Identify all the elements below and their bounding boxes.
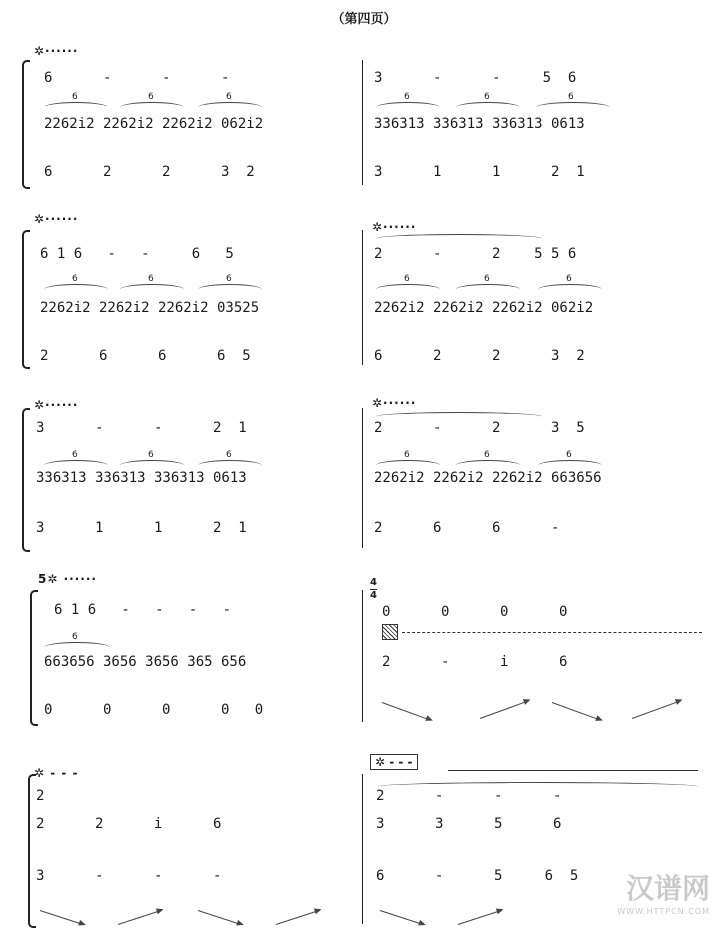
bass-line: 3 - - - [36,868,222,884]
bass-line: 6 2 2 3 2 [374,348,585,364]
slur [120,284,184,295]
chord-line: 2 - i 6 [382,654,568,670]
glissando-arrow-icon [380,910,424,925]
chord-line: 663656 3656 3656 365 656 [44,654,247,670]
slur [376,284,440,295]
continuation-line [448,770,698,771]
time-signature-denominator: 4 [370,590,377,601]
time-signature-numerator: 4 [370,577,377,588]
dashed-extension [402,632,702,633]
hatched-box-icon [382,624,398,640]
slur [456,102,520,113]
tuplet-number: 6 [404,274,410,284]
system-2 [0,210,728,370]
barline [362,408,363,548]
chord-line: 2262i2 2262i2 2262i2 062i2 [374,300,594,316]
bass-line: 3 1 1 2 1 [374,164,585,180]
tuplet-number: 6 [72,450,78,460]
tuplet-number: 6 [568,92,574,102]
barline [362,60,363,185]
tuplet-number: 6 [484,450,490,460]
tuplet-number: 6 [226,450,232,460]
bass-line: 2 6 6 6 5 [40,348,251,364]
melody-line: 2 - 2 3 5 [374,420,585,436]
chord-line: 336313 336313 336313 0613 [374,116,585,132]
glissando-arrow-icon [552,702,601,721]
system-brace [22,230,30,369]
chord-line: 336313 336313 336313 0613 [36,470,247,486]
melody-line: 2 - 2 5 5 6 [374,246,577,262]
barline [362,230,363,365]
chord-line: 2262i2 2262i2 2262i2 03525 [40,300,260,316]
chord-line: 2 2 i 6 [36,816,222,832]
system-brace [22,408,30,552]
system-brace [22,60,30,189]
tuplet-number: 6 [404,92,410,102]
glissando-arrow-icon [458,910,502,925]
slur [198,102,262,113]
site-watermark [617,867,710,916]
bass-line: 6 - 5 6 5 [376,868,579,884]
system-brace [28,774,36,928]
tie [376,234,542,243]
watermark-url: WWW.HTTPCN.COM [617,907,710,916]
glissando-arrow-icon [40,910,84,925]
glissando-arrow-icon [632,700,681,719]
slur [376,102,440,113]
bass-line: 0 0 0 0 0 [44,702,264,718]
tuplet-number: 6 [484,274,490,284]
glissando-arrow-icon [480,700,529,719]
melody-line: 6 1 6 - - - - [54,602,232,618]
tuplet-number: 6 [72,274,78,284]
bass-line: 3 1 1 2 1 [36,520,247,536]
slur [198,284,262,295]
segno-marker: ✲ - - - [34,766,79,780]
system-1 [0,40,728,190]
chord-line: 3 3 5 6 [376,816,562,832]
glissando-arrow-icon [276,910,320,925]
melody-line: 6 - - - [44,70,230,86]
tuplet-number: 6 [72,92,78,102]
tuplet-number: 6 [148,92,154,102]
slur [536,102,610,113]
page-title: （第四页） [331,12,397,27]
tuplet-number: 6 [226,92,232,102]
segno-marker: ✲······ [34,212,79,226]
slur [456,284,520,295]
system-4 [0,568,728,728]
segno-marker: ✲······ [34,44,79,58]
tuplet-number: 6 [404,450,410,460]
time-signature [370,578,377,601]
tuplet-number: 6 [148,450,154,460]
glissando-arrow-icon [382,702,431,721]
watermark-main: 汉谱网 [625,872,710,905]
system-brace [30,590,38,726]
glissando-arrow-icon [118,910,162,925]
slur [538,284,602,295]
glissando-arrow-icon [198,910,242,925]
segno-marker: ✲······ [372,220,417,234]
melody-line: 0 0 0 0 [382,604,568,620]
slur [120,102,184,113]
segno-marker-boxed: ✲ - - - [370,754,418,770]
tuplet-number: 6 [484,92,490,102]
bass-line: 2 6 6 - [374,520,560,536]
melody-line: 3 - - 2 1 [36,420,247,436]
chord-line: 2262i2 2262i2 2262i2 663656 [374,470,602,486]
barline [362,590,363,722]
tuplet-number: 6 [226,274,232,284]
tuplet-number: 6 [566,450,572,460]
segno-marker: ✲······ [372,396,417,410]
segno-marker: ✲······ [34,398,79,412]
tuplet-number: 6 [566,274,572,284]
slur [44,284,108,295]
melody-line: 2 [36,788,45,804]
slur [44,102,108,113]
segno-marker: 5✲ ······ [38,572,97,586]
melody-line: 2 - - - [376,788,562,804]
system-3 [0,394,728,554]
bass-line: 6 2 2 3 2 [44,164,255,180]
melody-line: 6 1 6 - - 6 5 [40,246,234,262]
slur [44,642,110,653]
melody-line: 3 - - 5 6 [374,70,577,86]
tuplet-number: 6 [148,274,154,284]
barline [362,774,363,924]
tuplet-number: 6 [72,632,78,642]
chord-line: 2262i2 2262i2 2262i2 062i2 [44,116,264,132]
